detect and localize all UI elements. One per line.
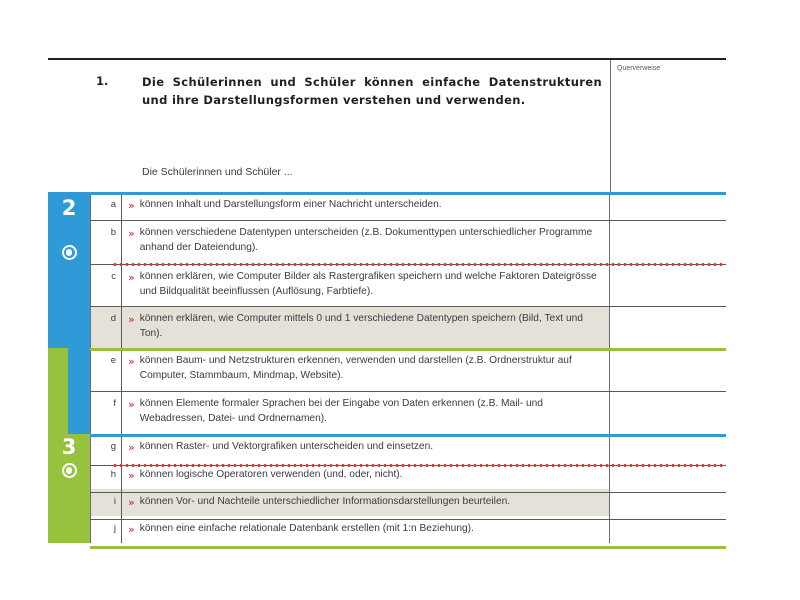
- table-row: [48, 348, 726, 391]
- red-dotted-separator-level3: [112, 464, 726, 467]
- row-text: können erklären, wie Computer mittels 0 und 1 verschiedene Datentypen speichern (Bild, Text und Ton).: [139, 313, 583, 339]
- row-content: [122, 391, 610, 434]
- row-divider: [90, 519, 726, 520]
- level-gutter-green: [48, 348, 68, 391]
- level-gutter-green-inner: [68, 434, 90, 462]
- row-text: können verschiedene Datentypen unterscheiden (z.B. Dokumenttypen unterschiedlicher Programme anhand der Dateiendung).: [139, 227, 593, 253]
- level-gutter-blue: [48, 306, 68, 348]
- level-gutter-blue-inner: [68, 220, 90, 264]
- row-letter: c: [90, 264, 122, 306]
- chevron-icon: »: [128, 313, 135, 326]
- row-divider: [90, 306, 726, 307]
- cross-reference-column-header: [610, 60, 726, 192]
- chevron-icon: »: [128, 199, 135, 212]
- chevron-icon: »: [128, 496, 135, 509]
- row-content: [122, 434, 610, 462]
- level-badge-3-number: 3: [61, 435, 77, 459]
- row-letter: j: [90, 516, 122, 543]
- row-letter: a: [90, 192, 122, 220]
- level-badge-2-number: 2: [61, 196, 77, 220]
- table-row: [48, 306, 726, 348]
- level-gutter-green: [48, 434, 68, 462]
- chevron-icon: »: [128, 398, 135, 411]
- row-cross-reference: [610, 264, 726, 306]
- row-text: können Inhalt und Darstellungsform einer Nachricht unterscheiden.: [139, 199, 442, 210]
- row-cross-reference: [610, 434, 726, 462]
- chevron-icon: »: [128, 469, 135, 482]
- row-text: können eine einfache relationale Datenbank erstellen (mit 1:n Beziehung).: [139, 523, 474, 534]
- table-row: [48, 192, 726, 220]
- row-cross-reference: [610, 220, 726, 264]
- row-cross-reference: [610, 192, 726, 220]
- row-content: [122, 489, 610, 516]
- level-gutter-green: [48, 489, 68, 516]
- chevron-icon: »: [128, 227, 135, 240]
- row-text: können Raster- und Vektorgrafiken unterscheiden und einsetzen.: [139, 441, 434, 452]
- level-gutter-blue-inner: [68, 264, 90, 306]
- level-gutter-blue-inner: [68, 348, 90, 391]
- level-gutter-blue-inner: [68, 192, 90, 220]
- row-content: [122, 220, 610, 264]
- row-content: [122, 348, 610, 391]
- level-gutter-blue: [48, 192, 68, 220]
- row-text: können logische Operatoren verwenden (und, oder, nicht).: [139, 469, 403, 480]
- table-row: [48, 391, 726, 434]
- row-text: können Vor- und Nachteile unterschiedlicher Informationsdarstellungen beurteilen.: [139, 496, 511, 507]
- row-cross-reference: [610, 391, 726, 434]
- row-divider: [90, 492, 726, 493]
- row-letter: d: [90, 306, 122, 348]
- section-subheading: Die Schülerinnen und Schüler ...: [142, 166, 293, 178]
- table-row: [48, 434, 726, 462]
- row-cross-reference: [610, 348, 726, 391]
- competency-table: [48, 192, 726, 543]
- row-letter: i: [90, 489, 122, 516]
- section-number: 1.: [96, 74, 109, 88]
- row-letter: b: [90, 220, 122, 264]
- level-gutter-green-inner: [68, 516, 90, 543]
- level-gutter-blue-inner: [68, 306, 90, 348]
- row-cross-reference: [610, 489, 726, 516]
- level-gutter-green-inner: [68, 462, 90, 489]
- page-title: Die Schülerinnen und Schüler können einfache Datenstrukturen und ihre Darstellungsformen verstehen und verwenden.: [142, 75, 602, 107]
- row-cross-reference: [610, 306, 726, 348]
- level-gutter-green: [48, 391, 68, 434]
- row-cross-reference: [610, 516, 726, 543]
- chevron-icon: »: [128, 355, 135, 368]
- rule-level2-bottom: [90, 434, 726, 437]
- table-row: [48, 220, 726, 264]
- row-content: [122, 516, 610, 543]
- cross-reference-label: Querverweise: [617, 65, 661, 72]
- row-divider: [90, 391, 726, 392]
- section-header: [48, 60, 726, 192]
- rule-level2-top: [90, 192, 726, 195]
- chevron-icon: »: [128, 523, 135, 536]
- table-row: [48, 516, 726, 543]
- row-letter: f: [90, 391, 122, 434]
- row-content: [122, 264, 610, 306]
- table-row: [48, 264, 726, 306]
- row-text: können Baum- und Netzstrukturen erkennen, verwenden und darstellen (z.B. Ordnerstruktur auf Computer, Stammbaum, Mindmap, Website).: [139, 355, 572, 381]
- row-divider: [90, 220, 726, 221]
- level-gutter-green-inner: [68, 489, 90, 516]
- table-row: [48, 489, 726, 516]
- chevron-icon: »: [128, 271, 135, 284]
- row-letter: e: [90, 348, 122, 391]
- level-gutter-green: [48, 516, 68, 543]
- level-gutter-blue-inner: [68, 391, 90, 434]
- section-header-main: [48, 60, 610, 192]
- row-content: [122, 306, 610, 348]
- level-gutter-blue: [48, 220, 68, 264]
- chevron-icon: »: [128, 441, 135, 454]
- row-letter: g: [90, 434, 122, 462]
- row-content: [122, 192, 610, 220]
- level-gutter-blue: [48, 264, 68, 306]
- rule-level3-bottom: [90, 546, 726, 549]
- rule-level3-top: [90, 348, 726, 351]
- level-gutter-green: [48, 462, 68, 489]
- row-text: können erklären, wie Computer Bilder als Rastergrafiken speichern und welche Faktoren Dateigrösse und Bildqualität beeinflussen (Auflösung, Farbtiefe).: [139, 271, 597, 297]
- red-dotted-separator-level2: [112, 263, 726, 266]
- row-text: können Elemente formaler Sprachen bei der Eingabe von Daten erkennen (z.B. Mail- und Webadressen, Datei- und Ordnernamen).: [139, 398, 543, 424]
- row-letter: h: [90, 462, 122, 489]
